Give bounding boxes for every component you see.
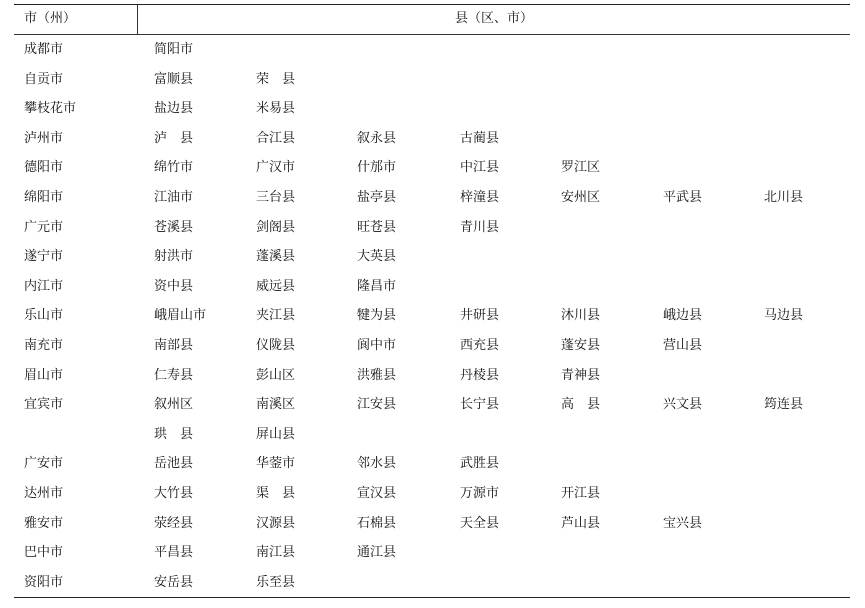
county-cell: 安州区 xyxy=(561,189,601,205)
city-cell: 宜宾市 xyxy=(24,397,64,413)
county-cell: 米易县 xyxy=(256,101,296,117)
table-row xyxy=(14,213,850,243)
county-cell: 屏山县 xyxy=(256,426,296,442)
city-cell: 达州市 xyxy=(24,485,64,501)
county-cell: 沐川县 xyxy=(561,308,601,324)
county-cell: 北川县 xyxy=(764,189,804,205)
county-table xyxy=(14,4,850,598)
city-cell: 南充市 xyxy=(24,337,64,353)
county-cell: 汉源县 xyxy=(256,515,296,531)
county-cell: 简阳市 xyxy=(154,42,194,57)
county-cell: 洪雅县 xyxy=(357,367,397,383)
county-cell: 芦山县 xyxy=(561,515,601,531)
county-cell: 开江县 xyxy=(561,485,601,501)
county-cell: 旺苍县 xyxy=(357,219,397,235)
county-cell: 犍为县 xyxy=(357,308,397,324)
county-cell: 安岳县 xyxy=(154,574,194,590)
county-cell: 万源市 xyxy=(460,485,500,501)
county-cell: 泸 县 xyxy=(154,130,194,146)
county-cell: 江油市 xyxy=(154,189,194,205)
city-cell: 资阳市 xyxy=(24,574,64,590)
county-cell: 合江县 xyxy=(256,130,296,146)
county-cell: 峨边县 xyxy=(663,308,703,324)
county-cell: 通江县 xyxy=(357,545,397,561)
table-row xyxy=(14,390,850,420)
county-cell: 宝兴县 xyxy=(663,515,703,531)
county-cell: 叙永县 xyxy=(357,130,397,146)
county-cell: 华蓥市 xyxy=(256,456,296,472)
city-cell: 乐山市 xyxy=(24,308,64,324)
county-cell: 大英县 xyxy=(357,249,397,265)
county-cell: 南溪区 xyxy=(256,397,296,413)
county-cell: 盐边县 xyxy=(154,101,194,117)
county-cell: 平昌县 xyxy=(154,545,194,561)
county-cell: 叙州区 xyxy=(154,397,194,413)
city-cell: 内江市 xyxy=(24,278,64,294)
county-cell: 剑阁县 xyxy=(256,219,296,235)
table-row xyxy=(14,35,850,65)
county-cell: 中江县 xyxy=(460,160,500,176)
county-cell: 高 县 xyxy=(561,397,601,413)
county-cell: 营山县 xyxy=(663,337,703,353)
city-cell: 广安市 xyxy=(24,456,64,472)
table-row xyxy=(14,449,850,479)
county-cell: 彭山区 xyxy=(256,367,296,383)
county-cell: 天全县 xyxy=(460,515,500,531)
county-cell: 井研县 xyxy=(460,308,500,324)
city-cell: 广元市 xyxy=(24,219,64,235)
county-cell: 西充县 xyxy=(460,337,500,353)
county-cell: 资中县 xyxy=(154,278,194,294)
table-row xyxy=(14,272,850,302)
county-cell: 长宁县 xyxy=(460,397,500,413)
county-cell: 绵竹市 xyxy=(154,160,194,176)
county-cell: 盐亭县 xyxy=(357,189,397,205)
county-cell: 阆中市 xyxy=(357,337,397,353)
city-cell: 成都市 xyxy=(24,42,64,57)
county-cell: 广汉市 xyxy=(256,160,296,176)
county-cell: 平武县 xyxy=(663,189,703,205)
county-cell: 蓬安县 xyxy=(561,337,601,353)
county-cell: 石棉县 xyxy=(357,515,397,531)
city-cell: 攀枝花市 xyxy=(24,101,77,117)
table-row xyxy=(14,65,850,95)
table-row xyxy=(14,331,850,361)
table-row xyxy=(14,183,850,213)
county-cell: 兴文县 xyxy=(663,397,703,413)
county-cell: 南部县 xyxy=(154,337,194,353)
city-cell: 巴中市 xyxy=(24,545,64,561)
county-cell: 夹江县 xyxy=(256,308,296,324)
table-row xyxy=(14,124,850,154)
table-row xyxy=(14,361,850,391)
city-cell: 雅安市 xyxy=(24,515,64,531)
county-cell: 青神县 xyxy=(561,367,601,383)
county-cell: 峨眉山市 xyxy=(154,308,207,324)
county-cell: 荣 县 xyxy=(256,71,296,87)
table-row xyxy=(14,94,850,124)
table-bottom-rule xyxy=(14,597,850,598)
county-cell: 大竹县 xyxy=(154,485,194,501)
county-cell: 邻水县 xyxy=(357,456,397,472)
county-cell: 武胜县 xyxy=(460,456,500,472)
table-row xyxy=(14,538,850,568)
header-city: 市（州） xyxy=(14,5,138,34)
county-cell: 乐至县 xyxy=(256,574,296,590)
county-cell: 古蔺县 xyxy=(460,130,500,146)
county-cell: 仪陇县 xyxy=(256,337,296,353)
table-body xyxy=(14,35,850,597)
city-cell: 遂宁市 xyxy=(24,249,64,265)
county-cell: 隆昌市 xyxy=(357,278,397,294)
county-cell: 威远县 xyxy=(256,278,296,294)
county-cell: 仁寿县 xyxy=(154,367,194,383)
county-cell: 蓬溪县 xyxy=(256,249,296,265)
county-cell: 梓潼县 xyxy=(460,189,500,205)
county-cell: 苍溪县 xyxy=(154,219,194,235)
county-cell: 南江县 xyxy=(256,545,296,561)
table-row xyxy=(14,568,850,598)
table-row xyxy=(14,509,850,539)
city-cell: 泸州市 xyxy=(24,130,64,146)
county-cell: 丹棱县 xyxy=(460,367,500,383)
table-row xyxy=(14,242,850,272)
county-cell: 珙 县 xyxy=(154,426,194,442)
table-row xyxy=(14,479,850,509)
table-row xyxy=(14,420,850,450)
county-cell: 宣汉县 xyxy=(357,485,397,501)
county-cell: 青川县 xyxy=(460,219,500,235)
city-cell: 绵阳市 xyxy=(24,189,64,205)
city-cell: 眉山市 xyxy=(24,367,64,383)
county-cell: 射洪市 xyxy=(154,249,194,265)
county-cell: 渠 县 xyxy=(256,485,296,501)
table-header xyxy=(14,5,850,35)
city-cell: 自贡市 xyxy=(24,71,64,87)
county-cell: 什邡市 xyxy=(357,160,397,176)
city-cell: 德阳市 xyxy=(24,160,64,176)
county-cell: 三台县 xyxy=(256,189,296,205)
county-cell: 罗江区 xyxy=(561,160,601,176)
county-cell: 富顺县 xyxy=(154,71,194,87)
header-county: 县（区、市） xyxy=(454,11,533,26)
table-row xyxy=(14,301,850,331)
county-cell: 荥经县 xyxy=(154,515,194,531)
table-row xyxy=(14,153,850,183)
county-cell: 筠连县 xyxy=(764,397,804,413)
county-cell: 江安县 xyxy=(357,397,397,413)
county-cell: 岳池县 xyxy=(154,456,194,472)
county-cell: 马边县 xyxy=(764,308,804,324)
